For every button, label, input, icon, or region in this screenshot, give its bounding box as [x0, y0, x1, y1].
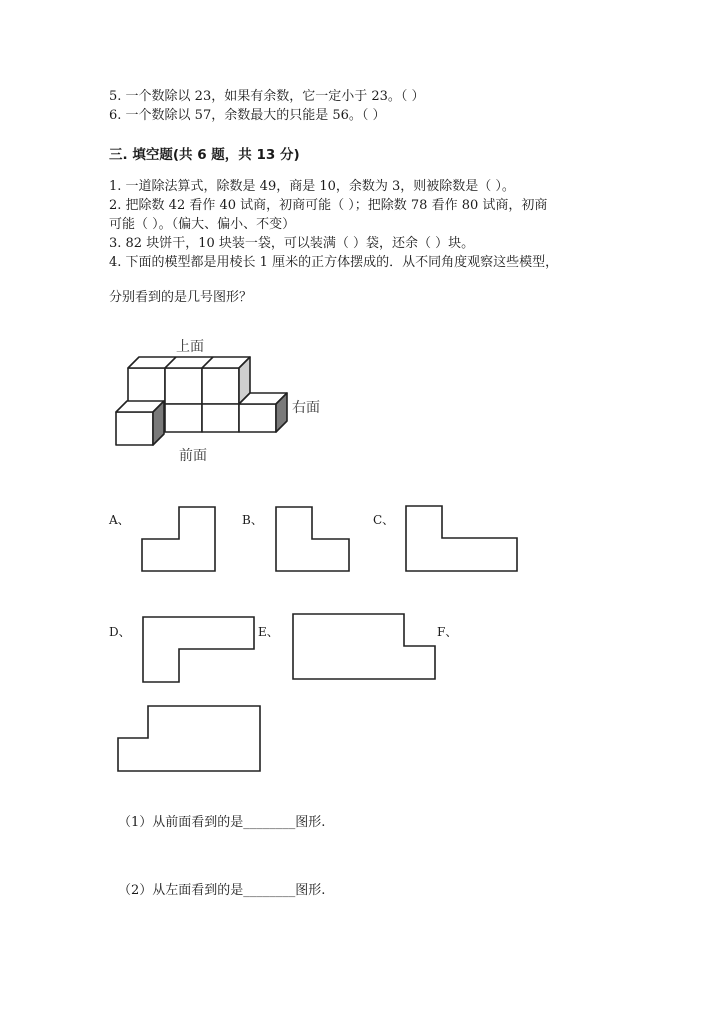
option-label-a: A、	[109, 513, 130, 527]
option-shape-c	[406, 506, 518, 572]
question-fill-4-line1: 4. 下面的模型都是用棱长 1 厘米的正方体摆成的．从不同角度观察这些模型，	[109, 255, 559, 270]
question-fill-2-line2: 可能（ ）。（偏大、偏小、不变）	[109, 217, 296, 232]
option-label-e: E、	[258, 625, 279, 639]
option-label-c: C、	[373, 513, 395, 527]
option-shape-f	[118, 706, 261, 772]
subquestion-2: （2）从左面看到的是________图形.	[118, 883, 326, 898]
question-fill-1: 1. 一道除法算式，除数是 49，商是 10，余数为 3，则被除数是（ ）。	[109, 179, 515, 194]
question-judge-5: 5. 一个数除以 23，如果有余数，它一定小于 23。（ ）	[109, 89, 425, 104]
question-judge-6: 6. 一个数除以 57，余数最大的只能是 56。（ ）	[109, 108, 386, 123]
question-fill-2-line1: 2. 把除数 42 看作 40 试商，初商可能（ ）；把除数 78 看作 80 试商，初商	[109, 198, 548, 213]
question-fill-3: 3. 82 块饼干，10 块装一袋，可以装满（ ）袋，还余（ ）块。	[109, 236, 475, 251]
question-fill-4-line2: 分别看到的是几号图形？	[109, 290, 253, 305]
option-label-f: F、	[437, 625, 458, 639]
option-shape-b	[276, 507, 350, 572]
option-shape-d	[143, 617, 255, 683]
option-shape-e	[293, 614, 436, 680]
section-title: 三. 填空题(共 6 题，共 13 分)	[109, 147, 300, 163]
model-label-top: 上面	[176, 339, 204, 355]
option-shape-a	[142, 507, 216, 572]
option-label-d: D、	[109, 625, 131, 639]
model-label-front: 前面	[179, 448, 207, 464]
cube-model-figure	[100, 350, 300, 450]
subquestion-1: （1）从前面看到的是________图形.	[118, 815, 326, 830]
model-label-right: 右面	[292, 400, 320, 416]
option-label-b: B、	[242, 513, 263, 527]
